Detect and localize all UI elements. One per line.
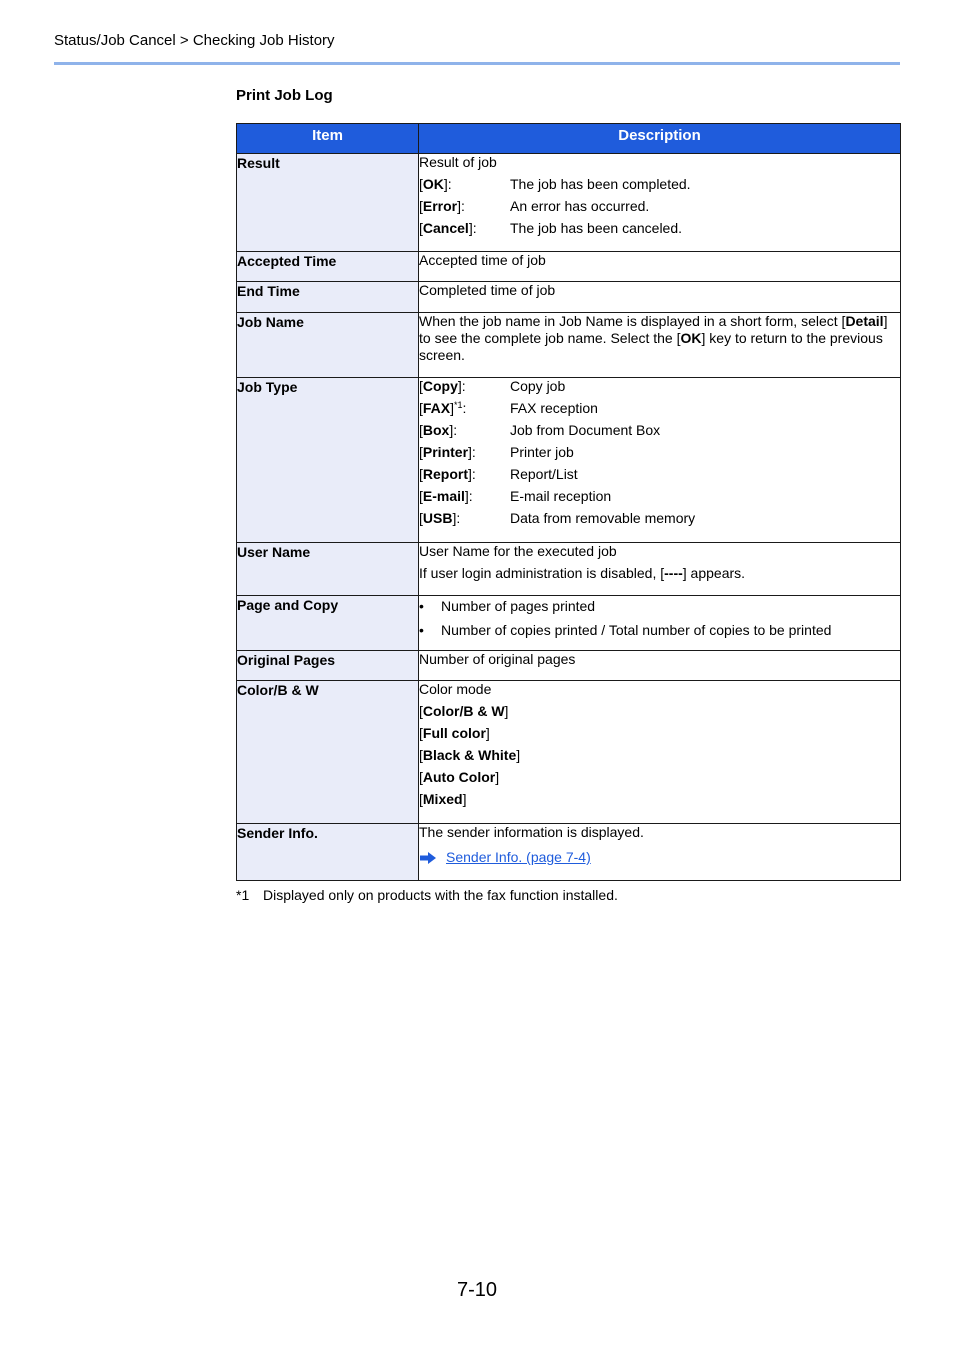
row-desc-job-name: [419, 313, 901, 378]
result-key: Cancel: [422, 220, 469, 236]
row-desc-accepted-time: Accepted time of job: [419, 252, 901, 282]
job-type-key: Copy: [422, 378, 458, 394]
color-mode-intro: Color mode: [419, 681, 492, 697]
job-type-entry: [Report]: Report/List: [419, 466, 578, 482]
job-type-entry: [FAX]$^{*1}$: FAX reception: [419, 400, 598, 416]
table-row: [237, 282, 901, 313]
row-desc-end-time: Completed time of job: [419, 282, 901, 313]
breadcrumb: Status/Job Cancel > Checking Job History: [54, 32, 335, 49]
bullet-icon: •: [419, 622, 424, 638]
job-type-entry: [Box]: Job from Document Box: [419, 422, 661, 438]
footnote-text: Displayed only on products with the fax function installed.: [263, 887, 618, 903]
job-type-entry: [Copy]: Copy job: [419, 378, 566, 394]
col-header-description: Description: [419, 124, 901, 154]
list-item: [419, 598, 900, 615]
row-desc-user-name: [419, 543, 901, 596]
row-label-sender-info: Sender Info.: [237, 824, 419, 881]
job-type-entry: [Printer]: Printer job: [419, 444, 574, 460]
footnote: [236, 886, 618, 904]
table-row: [237, 154, 901, 252]
color-mode-key: Full color: [422, 725, 486, 741]
color-mode-key: Color/B & W: [422, 703, 505, 719]
job-name-key: OK: [680, 330, 702, 346]
user-name-text: ] appears.: [682, 565, 746, 581]
job-type-text: E-mail reception: [510, 488, 612, 504]
color-mode-key: Auto Color: [422, 769, 496, 785]
print-job-log-table: [236, 123, 901, 881]
result-text: An error has occurred.: [510, 198, 650, 214]
color-mode-option: [Black & White]: [419, 747, 521, 763]
user-name-line: [419, 565, 900, 582]
color-mode-key: Black & White: [422, 747, 517, 763]
job-type-text: Report/List: [510, 466, 578, 482]
job-type-text: Printer job: [510, 444, 574, 460]
bullet-icon: •: [419, 598, 424, 614]
color-mode-option: [Color/B & W]: [419, 703, 509, 719]
job-type-entry: [USB]: Data from removable memory: [419, 510, 696, 526]
footnote-mark: *1: [236, 887, 250, 903]
table-row: [237, 543, 901, 596]
color-mode-option: [Full color]: [419, 725, 490, 741]
color-mode-option: [Mixed]: [419, 791, 467, 807]
job-name-text: ] key to return to the previous screen.: [419, 330, 883, 363]
job-type-text: Job from Document Box: [510, 422, 661, 438]
job-name-text: When the job name in Job Name is displayed in a short form, select [: [419, 313, 846, 329]
row-desc-job-type: [419, 378, 901, 543]
job-type-key: Report: [422, 466, 469, 482]
table-row: [237, 313, 901, 378]
job-type-key: USB: [422, 510, 453, 526]
result-entry: [Error]: An error has occurred.: [419, 198, 650, 214]
sender-info-text: The sender information is displayed.: [419, 824, 644, 840]
result-intro: Result of job: [419, 154, 497, 170]
job-type-key: E-mail: [422, 488, 465, 504]
result-text: The job has been canceled.: [510, 220, 683, 236]
result-key: OK: [422, 176, 444, 192]
job-name-text: ] to see the complete job name. Select the [: [419, 313, 888, 346]
row-label-job-type: Job Type: [237, 378, 419, 543]
row-label-page-copy: Page and Copy: [237, 596, 419, 651]
row-label-result: Result: [237, 154, 419, 252]
job-type-key: Box: [422, 422, 450, 438]
table-header-row: [237, 124, 901, 154]
row-label-accepted-time: Accepted Time: [237, 252, 419, 282]
section-title: Print Job Log: [236, 87, 333, 104]
user-name-line: User Name for the executed job: [419, 543, 617, 559]
color-mode-key: Mixed: [422, 791, 463, 807]
col-header-item: Item: [237, 124, 419, 154]
arrow-right-icon: [419, 851, 437, 865]
row-desc-page-copy: [419, 596, 901, 651]
job-name-key: Detail: [845, 313, 884, 329]
row-desc-original-pages: Number of original pages: [419, 651, 901, 681]
table-row: [237, 596, 901, 651]
job-type-entry: [E-mail]: E-mail reception: [419, 488, 612, 504]
user-name-key: ----: [664, 565, 683, 581]
sender-info-link-row: [419, 849, 900, 866]
row-label-color-bw: Color/B & W: [237, 681, 419, 824]
bullet-text: Number of pages printed: [441, 598, 596, 614]
page-number: 7-10: [456, 1279, 498, 1301]
table-row: [237, 824, 901, 881]
list-item: [419, 622, 900, 639]
result-entry: [OK]: The job has been completed.: [419, 176, 691, 192]
bullet-text: Number of copies printed / Total number of copies to be printed: [441, 622, 832, 638]
table-row: [237, 651, 901, 681]
job-type-text: FAX reception: [510, 400, 598, 416]
row-desc-result: [419, 154, 901, 252]
row-label-user-name: User Name: [237, 543, 419, 596]
color-mode-option: [Auto Color]: [419, 769, 500, 785]
sender-info-link[interactable]: Sender Info. (page 7-4): [446, 849, 591, 865]
row-label-job-name: Job Name: [237, 313, 419, 378]
job-type-text: Copy job: [510, 378, 566, 394]
header-rule: [54, 62, 900, 65]
user-name-text: If user login administration is disabled, [: [419, 565, 665, 581]
table-row: [237, 681, 901, 824]
row-label-end-time: End Time: [237, 282, 419, 313]
result-text: The job has been completed.: [510, 176, 691, 192]
job-type-text: Data from removable memory: [510, 510, 696, 526]
table-row: [237, 378, 901, 543]
job-type-key: FAX: [422, 400, 451, 416]
result-entry: [Cancel]: The job has been canceled.: [419, 220, 683, 236]
table-row: [237, 252, 901, 282]
footnote-ref: *1: [454, 400, 463, 410]
row-label-original-pages: Original Pages: [237, 651, 419, 681]
row-desc-sender-info: [419, 824, 901, 881]
job-type-key: Printer: [422, 444, 469, 460]
result-key: Error: [422, 198, 458, 214]
row-desc-color-bw: [419, 681, 901, 824]
